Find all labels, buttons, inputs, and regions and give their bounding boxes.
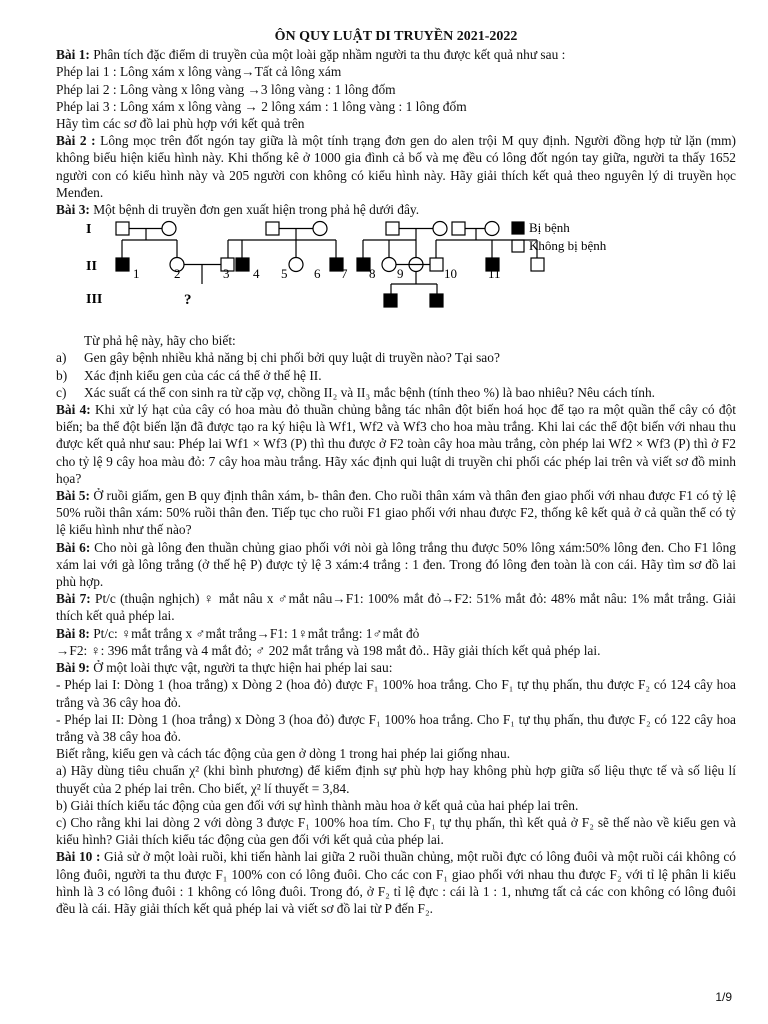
ind-number: 1 — [133, 266, 140, 282]
bai2-text: Bài 2 : Lông mọc trên đốt ngón tay giữa là một tính trạng đơn gen do alen trội M quy định. Người đồng hợp tử lặn (mm) không biểu hiện kiểu hình này. Khi thống kê ở 1000 gia đình cả bố và mẹ đều có lông đốt ngón tay giữa, người ta thấy 1652 người con có kiểu hình này và 205 người con không có kiểu hình này. Hãy giải thích kết quả theo nguyên lý di truyền học Menđen. — [56, 133, 736, 200]
bai5-text: Bài 5: Ở ruồi giấm, gen B quy định thân xám, b- thân đen. Cho ruồi thân xám và thân đen giao phối với nhau được F1 có tỷ lệ 50% ruồi thân xám: 50% ruồi thân đen. Tiếp tục cho ruồi F1 giao phối với nhau được F2, thống kê kết quả ở cả quần thể có tỷ lệ kiểu hình như thế nào? — [56, 488, 736, 538]
gen3-affected-male-b — [430, 294, 443, 307]
ind-number: 3 — [223, 266, 230, 282]
gen1-male-c — [386, 222, 399, 235]
page-number: 1/9 — [715, 990, 732, 1004]
ind-number: 7 — [341, 266, 348, 282]
bai1-line: Phép lai 3 : Lông xám x lông vàng → 2 lông xám : 1 lông vàng : 1 lông đốm — [56, 98, 467, 114]
ind-number: 5 — [281, 266, 288, 282]
bai3-intro: Bài 3: Một bệnh di truyền đơn gen xuất hiện trong phả hệ dưới đây. — [56, 202, 420, 218]
pedigree-svg — [56, 218, 736, 332]
gen2-5-female — [289, 258, 303, 272]
bai3-ask: Từ phả hệ này, hãy cho biết: — [84, 333, 236, 349]
gen3-affected-male-a — [384, 294, 397, 307]
bai3-questions — [56, 349, 736, 401]
ind-number: 4 — [253, 266, 260, 282]
ind-number: 2 — [174, 266, 181, 282]
bai1-line: Phép lai 2 : Lông vàng x lông vàng →3 lông vàng : 1 lông đốm — [56, 81, 396, 97]
gen1-female-d — [485, 222, 499, 236]
list-item: c) Xác suất cá thể con sinh ra từ cặp vợ, chồng II₂ và II₃ mắc bệnh (tính theo %) là bao nhiêu? Nêu cách tính. — [56, 384, 655, 400]
bai7-label: Bài 7: — [56, 591, 91, 607]
bai2-label: Bài 2 : — [56, 133, 96, 149]
bai9-lai2: - Phép lai II: Dòng 1 (hoa trắng) x Dòng 3 (hoa đỏ) được F₁ 100% hoa trắng. Cho F₁ tự thụ phấn, thu được F₂ có 122 cây hoa trắng và 38 cây hoa đỏ. — [56, 711, 736, 744]
bai9-lai1: - Phép lai I: Dòng 1 (hoa trắng) x Dòng 2 (hoa đỏ) được F₁ 100% hoa trắng. Cho F₁ tự thụ phấn, thu được F₂ có 124 cây hoa trắng và 36 cây hoa đỏ. — [56, 677, 736, 710]
ind-number: 6 — [314, 266, 321, 282]
bai4-label: Bài 4: — [56, 402, 91, 418]
bai5-label: Bài 5: — [56, 488, 90, 504]
gen1-male-b — [266, 222, 279, 235]
gen2-4-affected-male — [236, 258, 249, 271]
bai10-text: Bài 10 : Giả sử ở một loài ruồi, khi tiến hành lai giữa 2 ruồi thuần chủng, một ruồi đực có lông đuôi và một ruồi cái không có lông đuôi, người ta thu được F₁ 100% con có lông đuôi. Cho các con F₁ giao phối với nhau thu được F₂ với tỉ lệ phân li kiểu hình là 3 có lông đuôi : 1 không có lông đuôi. Trong đó, ở F₂ tỉ lệ đực : cái là 1 : 1, nhưng tất cả các con không có lông đuôi đều là cái. Hãy giải thích kết quả phép lai và viết sơ đồ lai từ P đến F₂. — [56, 849, 736, 916]
question-mark: ? — [184, 292, 192, 309]
gen2-1-affected-male — [116, 258, 129, 271]
bai6-text: Bài 6: Cho nòi gà lông đen thuần chủng giao phối với nòi gà lông trắng thu được 50% lông xám:50% lông đen. Cho F1 lông xám lai với gà lông trắng (ở thế hệ P) được tỷ lệ 3 xám:4 trắng : 1 đen. Trong đó lông đen toàn là con cái. Hãy tìm sơ đồ lai phù hợp. — [56, 539, 736, 590]
bai1-label: Bài 1: — [56, 47, 90, 63]
gen2-extra-male — [531, 258, 544, 271]
gen1-male-a — [116, 222, 129, 235]
list-item: b) Xác định kiểu gen của các cá thể ở thế hệ II. — [56, 367, 322, 383]
bai9-intro: Bài 9: Ở một loài thực vật, người ta thực hiện hai phép lai sau: — [56, 660, 393, 676]
pedigree-chart — [56, 218, 736, 332]
page-title: ÔN QUY LUẬT DI TRUYỀN 2021-2022 — [274, 29, 518, 44]
gen1-female-b — [313, 222, 327, 236]
bai9-a: a) Hãy dùng tiêu chuẩn χ² (khi bình phương) để kiểm định sự phù hợp hay không phù hợp giữa số liệu thực tế và số liệu lí thuyết của 2 phép lai trên. Cho biết, χ² lí thuyết = 3,84. — [56, 763, 736, 796]
bai6-label: Bài 6: — [56, 539, 91, 555]
gen1-female-c — [433, 222, 447, 236]
bai8-label: Bài 8: — [56, 625, 90, 641]
legend-normal-label: Không bị bệnh — [529, 238, 607, 254]
bai10-label: Bài 10 : — [56, 849, 101, 865]
bai7-text: Bài 7: Pt/c (thuận nghịch) ♀ mắt nâu x ♂mắt nâu→F1: 100% mắt đỏ→F2: 51% mắt đỏ: 48% mắt nâu: 1% mắt trắng. Giải thích kết quả phép lai. — [56, 591, 736, 624]
ind-number: 11 — [488, 266, 501, 282]
gen2-10-male — [430, 258, 443, 271]
list-item: a) Gen gây bệnh nhiều khả năng bị chi phối bởi quy luật di truyền nào? Tại sao? — [56, 350, 500, 366]
ind-number: 10 — [444, 266, 457, 282]
legend-normal-icon — [512, 240, 524, 252]
bai1-intro: Bài 1: Phân tích đặc điểm di truyền của một loài gặp nhầm người ta thu được kết quả như sau : — [56, 47, 566, 63]
legend-affected-icon — [512, 222, 524, 234]
bai9-label: Bài 9: — [56, 660, 90, 676]
gen1-male-d — [452, 222, 465, 235]
gen-label-III: III — [86, 292, 103, 308]
ind-number: 9 — [397, 266, 404, 282]
gen-label-I: I — [86, 222, 92, 238]
bai9-b: b) Giải thích kiểu tác động của gen đối với sự hình thành màu hoa ở kết quả của hai phép lai trên. — [56, 797, 579, 813]
bai9-note: Biết rằng, kiểu gen và cách tác động của gen ở dòng 1 trong hai phép lai giống nhau. — [56, 746, 511, 762]
bai9-c: c) Cho rằng khi lai dòng 2 với dòng 3 được F₁ 100% hoa tím. Cho F₁ tự thụ phấn, thì kết quả ở F₂ sẽ thế nào về kiểu gen và kiểu hình? Giải thích kiểu tác động của gen đối với kết quả của phép lai. — [56, 814, 736, 848]
gen1-female-a — [162, 222, 176, 236]
ind-number: 8 — [369, 266, 376, 282]
legend-affected-label: Bị bệnh — [529, 220, 570, 236]
bai3-label: Bài 3: — [56, 202, 90, 218]
bai1-line: Hãy tìm các sơ đồ lai phù hợp với kết quả trên — [56, 116, 305, 132]
bai4-text: Bài 4: Khi xử lý hạt của cây có hoa màu đỏ thuần chủng bằng tác nhân đột biến hoá học để tạo ra một quần thể cây có đột biến; ba thể đột biến lặn đã được tạo ra ký hiệu là Wf1, Wf2 và Wf3 cho hoa màu trắng. Khi lai các thể đột biến với nhau thu được kết quả như sau: Phép lai Wf1 × Wf3 (P) thì thu được ở F2 toàn cây hoa màu trắng, còn phép lai Wf2 × Wf3 (P) thì ở F2 cho tỷ lệ 9 cây hoa màu đỏ: 7 cây hoa màu trắng. Hãy xác định qui luật di truyền chi phối các phép lai trên và viết sơ đồ minh họa? — [56, 402, 736, 486]
bai1-line: Phép lai 1 : Lông xám x lông vàng→Tất cả lông xám — [56, 64, 342, 80]
gen2-8-female — [382, 258, 396, 272]
bai8-line2: →F2: ♀: 396 mắt trắng và 4 mắt đỏ; ♂ 202 mắt trắng và 198 mắt đỏ.. Hãy giải thích kết quả phép lai. — [56, 642, 601, 658]
document-page — [56, 28, 736, 917]
gen-label-II: II — [86, 259, 97, 275]
bai8-line1: Bài 8: Pt/c: ♀mắt trắng x ♂mắt trắng→F1: 1♀mắt trắng: 1♂mắt đỏ — [56, 625, 420, 641]
